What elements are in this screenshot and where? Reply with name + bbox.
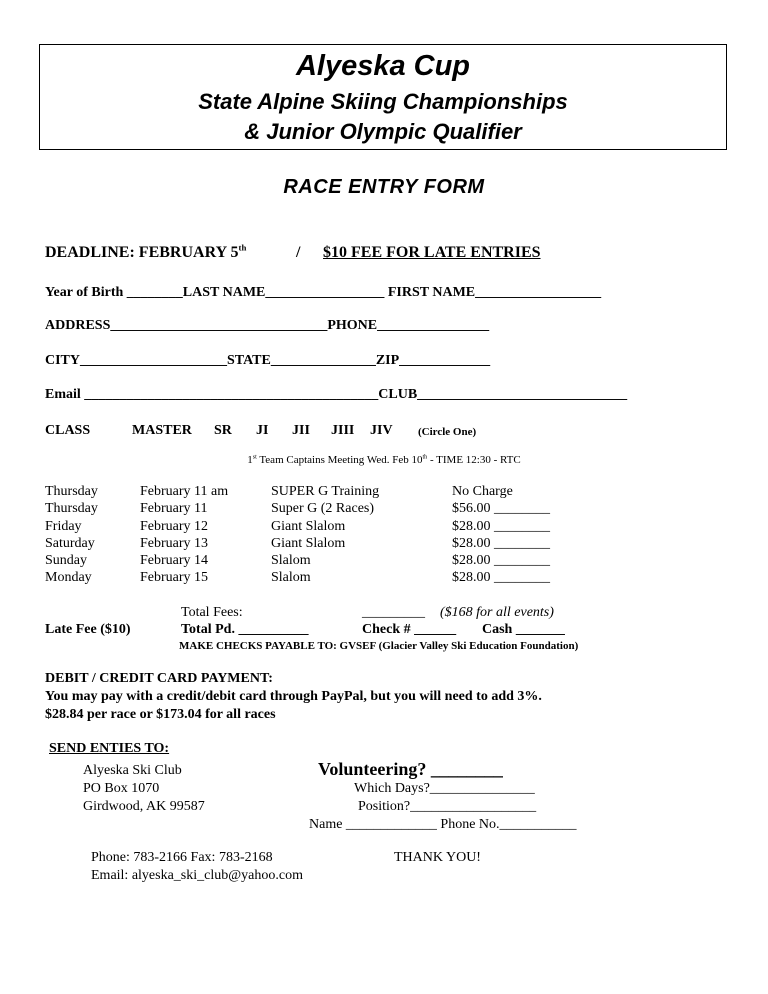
- schedule-event: Giant Slalom: [271, 519, 346, 534]
- meeting-sup-2: th: [422, 454, 428, 461]
- schedule-day: Friday: [45, 519, 82, 534]
- meeting-sup-1: st: [252, 454, 257, 461]
- deadline-label: DEADLINE: FEBRUARY 5: [45, 244, 239, 261]
- form-title: RACE ENTRY FORM: [283, 176, 485, 198]
- contact-email: Email: alyeska_ski_club@yahoo.com: [91, 868, 303, 883]
- field-row-name[interactable]: Year of Birth ________LAST NAME_________________ FIRST NAME__________________: [45, 285, 602, 300]
- thank-you: THANK YOU!: [394, 850, 481, 865]
- field-row-address[interactable]: ADDRESS_______________________________PHONE________________: [45, 318, 490, 333]
- schedule-date: February 15: [140, 570, 209, 585]
- class-option-master[interactable]: MASTER: [132, 423, 192, 438]
- field-row-email[interactable]: Email __________________________________________CLUB______________________________: [45, 387, 628, 402]
- schedule-fee[interactable]: $28.00 ________: [452, 553, 550, 568]
- schedule-event: Slalom: [271, 553, 311, 568]
- payment-title: DEBIT / CREDIT CARD PAYMENT:: [45, 671, 273, 686]
- class-note: (Circle One): [418, 426, 477, 438]
- volunteer-position-field[interactable]: Position?__________________: [358, 799, 537, 814]
- all-events-note: ($168 for all events): [440, 605, 554, 620]
- schedule-event: Giant Slalom: [271, 536, 346, 551]
- class-option-sr[interactable]: SR: [214, 423, 232, 438]
- total-fees-blank[interactable]: _________: [362, 605, 425, 620]
- class-option-jiv[interactable]: JIV: [370, 423, 393, 438]
- schedule-date: February 11 am: [140, 484, 229, 499]
- schedule-date: February 14: [140, 553, 209, 568]
- class-option-jiii[interactable]: JIII: [331, 423, 355, 438]
- late-fee-notice: $10 FEE FOR LATE ENTRIES: [323, 244, 541, 261]
- meeting-mid: Team Captains Meeting Wed. Feb 10: [256, 454, 423, 466]
- schedule-day: Thursday: [45, 484, 98, 499]
- schedule-event: Slalom: [271, 570, 311, 585]
- send-title: [49, 741, 169, 757]
- total-fees-label: Total Fees:: [181, 605, 243, 620]
- schedule-fee[interactable]: $28.00 ________: [452, 570, 550, 585]
- schedule-date: February 13: [140, 536, 209, 551]
- class-option-ji[interactable]: JI: [256, 423, 269, 438]
- payment-line-2: $28.84 per race or $173.04 for all races: [45, 707, 276, 722]
- event-subtitle-2: & Junior Olympic Qualifier: [244, 119, 522, 144]
- deadline: [45, 244, 246, 262]
- volunteer-name-phone-field[interactable]: Name _____________ Phone No.___________: [309, 817, 577, 832]
- captains-meeting: [0, 454, 768, 466]
- check-number-field[interactable]: Check # ______: [362, 622, 457, 637]
- schedule-event: Super G (2 Races): [271, 501, 375, 516]
- late-fee-label: Late Fee ($10): [45, 622, 131, 637]
- schedule-fee[interactable]: $56.00 ________: [452, 501, 550, 516]
- contact-phone: Phone: 783-2166 Fax: 783-2168: [91, 850, 273, 865]
- schedule-date: February 12: [140, 519, 209, 534]
- schedule-day: Sunday: [45, 553, 87, 568]
- header-box: [39, 44, 727, 150]
- event-title: Alyeska Cup: [295, 50, 471, 82]
- volunteer-title[interactable]: Volunteering? ________: [318, 759, 503, 779]
- checks-payable-note: MAKE CHECKS PAYABLE TO: GVSEF (Glacier Valley Ski Education Foundation): [179, 640, 579, 652]
- cash-field[interactable]: Cash _______: [482, 622, 565, 637]
- send-name: Alyeska Ski Club: [83, 763, 182, 778]
- meeting-pre: 1: [247, 454, 253, 466]
- send-city: Girdwood, AK 99587: [83, 799, 205, 814]
- send-box: PO Box 1070: [83, 781, 160, 796]
- schedule-fee: No Charge: [452, 484, 513, 499]
- meeting-post: - TIME 12:30 - RTC: [427, 454, 521, 466]
- schedule-date: February 11: [140, 501, 208, 516]
- volunteer-days-field[interactable]: Which Days?_______________: [354, 781, 535, 796]
- schedule-event: SUPER G Training: [271, 484, 380, 499]
- deadline-separator: /: [296, 244, 301, 261]
- deadline-sup: th: [238, 242, 247, 253]
- schedule-day: Saturday: [45, 536, 95, 551]
- schedule-day: Monday: [45, 570, 92, 585]
- field-row-city[interactable]: CITY_____________________STATE_______________ZIP_____________: [45, 353, 491, 368]
- total-paid-field[interactable]: Total Pd. __________: [181, 622, 309, 637]
- schedule-fee[interactable]: $28.00 ________: [452, 536, 550, 551]
- schedule-fee[interactable]: $28.00 ________: [452, 519, 550, 534]
- event-subtitle-1: State Alpine Skiing Championships: [198, 89, 568, 114]
- send-title-text: SEND ENTIES TO:: [49, 741, 170, 756]
- schedule-day: Thursday: [45, 501, 98, 516]
- class-label: CLASS: [45, 423, 91, 438]
- payment-line-1: You may pay with a credit/debit card through PayPal, but you will need to add 3%.: [45, 689, 542, 704]
- class-option-jii[interactable]: JII: [292, 423, 310, 438]
